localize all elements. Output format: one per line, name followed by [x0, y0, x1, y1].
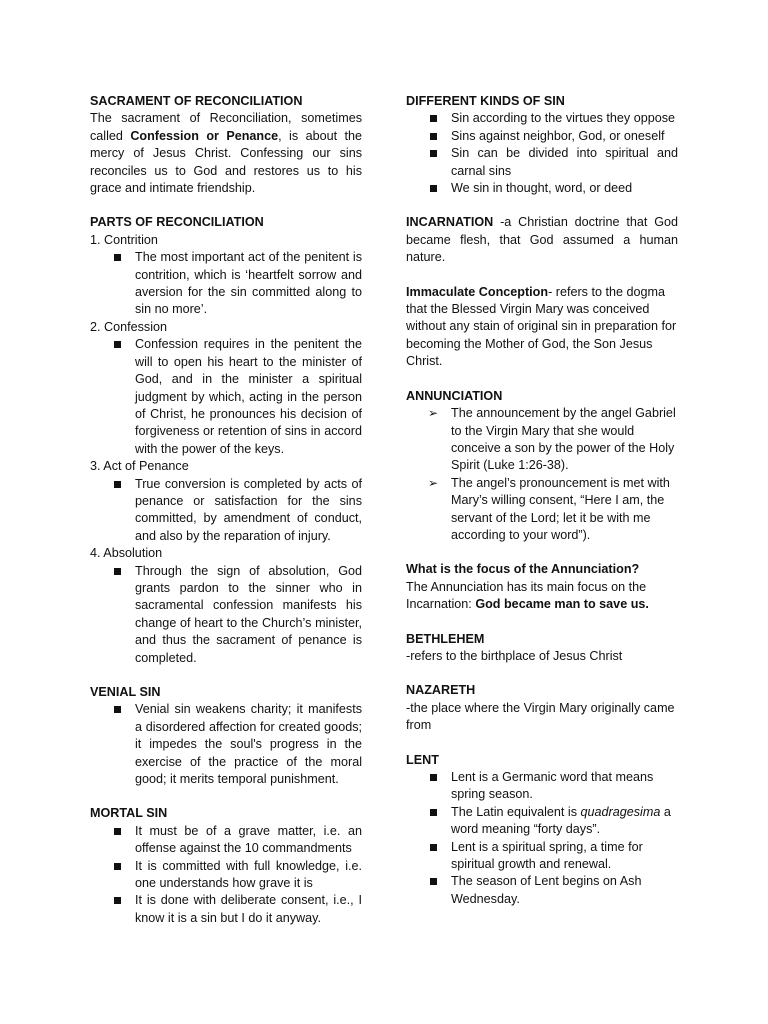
- arrow-bullet-icon: ➢: [428, 475, 439, 490]
- list-item-text: Lent is a Germanic word that means spring season.: [451, 770, 654, 802]
- bold-term: God became man to save us.: [475, 597, 649, 612]
- paragraph: [406, 579, 678, 614]
- list-item: [406, 804, 678, 839]
- square-bullet-icon: [430, 133, 437, 140]
- kinds-of-sin-section: [406, 93, 678, 197]
- list-item: [406, 769, 678, 804]
- list-item-text: Sin according to the virtues they oppose: [451, 111, 676, 126]
- term: INCARNATION: [406, 215, 494, 230]
- section-heading: LENT: [406, 752, 439, 767]
- part-label: 1. Contrition: [90, 232, 158, 247]
- section-heading: VENIAL SIN: [90, 685, 161, 699]
- part-label: 4. Absolution: [90, 546, 163, 561]
- question-heading: What is the focus of the Annunciation?: [406, 562, 640, 577]
- text-run: The Annunciation has its main focus on the Incarnation:: [406, 579, 647, 612]
- part-label: 2. Confession: [90, 319, 168, 334]
- annunciation-section: [406, 388, 678, 545]
- list-item-text: Lent is a spiritual spring, a time for spiritual growth and renewal.: [451, 839, 643, 872]
- italic-term: quadragesima: [580, 804, 661, 819]
- bullet-list: [90, 701, 362, 788]
- section-heading: ANNUNCIATION: [406, 388, 503, 403]
- list-item-text: It must be of a grave matter, i.e. an offense against the 10 commandments: [135, 823, 362, 856]
- text-run: The sacrament of Reconciliation, sometimes called: [90, 111, 362, 143]
- square-bullet-icon: [114, 254, 121, 261]
- bold-term: Confession or Penance: [130, 128, 279, 143]
- list-item: [90, 823, 362, 858]
- square-bullet-icon: [114, 341, 121, 348]
- list-item-text: Sins against neighbor, God, or oneself: [451, 128, 665, 143]
- paragraph: [90, 110, 362, 197]
- list-item-text: True conversion is completed by acts of penance or satisfaction for the sins committed, by amendment of conduct, and also by the reparation of injury.: [135, 476, 362, 543]
- square-bullet-icon: [430, 809, 437, 816]
- list-item-text: It is committed with full knowledge, i.e. one understands how grave it is: [135, 858, 362, 891]
- square-bullet-icon: [114, 568, 121, 575]
- definition: -refers to the birthplace of Jesus Christ: [406, 648, 623, 663]
- list-item: [90, 892, 362, 927]
- parts-section: [90, 214, 362, 667]
- text-run: a word meaning “forty days”.: [451, 804, 671, 837]
- bullet-list: [90, 823, 362, 927]
- part-label: 3. Act of Penance: [90, 459, 189, 474]
- definition: -a Christian doctrine that God became flesh, that God assumed a human nature.: [406, 215, 678, 265]
- list-item-text: Through the sign of absolution, God grants pardon to the sinner who in sacramental confession manifests his change of heart to the Church’s minister, and thus the sacrament of penance is completed.: [135, 563, 362, 665]
- section-heading: NAZARETH: [406, 683, 476, 698]
- square-bullet-icon: [430, 185, 437, 192]
- square-bullet-icon: [430, 115, 437, 122]
- focus-section: [406, 561, 678, 613]
- section-heading: PARTS OF RECONCILIATION: [90, 215, 264, 230]
- list-item: [406, 475, 678, 545]
- list-item-text: The announcement by the angel Gabriel to the Virgin Mary that she would conceive a son by the power of the Holy Spirit (Luke 1:26-38).: [451, 406, 676, 473]
- list-item: [406, 405, 678, 475]
- list-item-text: Venial sin weakens charity; it manifests a disordered affection for created goods; it impedes the soul's progress in the exercise of the practice of the moral good; it merits temporal punishment.: [135, 702, 362, 787]
- list-item: [406, 128, 678, 145]
- list-item: [90, 858, 362, 893]
- list-item: [90, 476, 362, 546]
- list-item: [90, 563, 362, 667]
- mortal-sin-section: [90, 805, 362, 927]
- arrow-list: [406, 405, 678, 544]
- list-item: [90, 249, 362, 319]
- list-item-text: The angel’s pronouncement is met with Mary’s willing consent, “Here I am, the servant of the Lord; let it be with me according to your word”).: [451, 475, 670, 542]
- section-heading: DIFFERENT KINDS OF SIN: [406, 94, 565, 108]
- square-bullet-icon: [114, 706, 121, 713]
- text-run: The Latin equivalent is: [451, 804, 581, 819]
- bullet-list: [90, 476, 362, 546]
- nazareth-section: [406, 682, 678, 734]
- square-bullet-icon: [430, 844, 437, 851]
- section-heading: MORTAL SIN: [90, 806, 168, 821]
- list-item-text: Confession requires in the penitent the will to open his heart to the minister of God, and in the minister a spiritual judgment by which, acting in the person of Christ, he pronounces his decision of forgiveness or retention of sins in accord with the power of the keys.: [135, 337, 362, 456]
- right-column: [406, 93, 678, 925]
- section-heading: BETHLEHEM: [406, 631, 485, 646]
- list-item: [406, 145, 678, 180]
- bethlehem-section: [406, 631, 678, 666]
- definition: -the place where the Virgin Mary originally came from: [406, 700, 675, 733]
- list-item-text: The most important act of the penitent is contrition, which is ‘heartfelt sorrow and aversion for the sin committed along to sin no more’.: [135, 250, 362, 317]
- square-bullet-icon: [114, 828, 121, 835]
- bullet-list: [406, 110, 678, 197]
- term: Immaculate Conception: [406, 284, 549, 299]
- square-bullet-icon: [114, 481, 121, 488]
- list-item: [406, 839, 678, 874]
- bullet-list: [90, 249, 362, 319]
- arrow-bullet-icon: ➢: [428, 406, 439, 421]
- square-bullet-icon: [430, 150, 437, 157]
- bullet-list: [406, 769, 678, 908]
- immaculate-conception-section: [406, 284, 678, 371]
- square-bullet-icon: [114, 897, 121, 904]
- list-item: [406, 110, 678, 127]
- list-item-text: Sin can be divided into spiritual and carnal sins: [451, 146, 678, 178]
- reconciliation-section: [90, 93, 362, 197]
- section-heading: SACRAMENT OF RECONCILIATION: [90, 94, 303, 108]
- list-item-text: It is done with deliberate consent, i.e., I know it is a sin but I do it anyway.: [135, 893, 362, 925]
- left-column: [90, 93, 362, 944]
- venial-sin-section: [90, 684, 362, 788]
- square-bullet-icon: [430, 774, 437, 781]
- list-item: [90, 336, 362, 458]
- bullet-list: [90, 336, 362, 458]
- square-bullet-icon: [430, 878, 437, 885]
- lent-section: [406, 752, 678, 909]
- square-bullet-icon: [114, 863, 121, 870]
- list-item: [406, 180, 678, 197]
- list-item: [406, 873, 678, 908]
- list-item-text: The season of Lent begins on Ash Wednesday.: [451, 874, 642, 906]
- incarnation-section: [406, 214, 678, 266]
- definition: - refers to the dogma that the Blessed Virgin Mary was conceived without any stain of original sin in preparation for becoming the Mother of God, the Son Jesus Christ.: [406, 284, 677, 369]
- list-item: [90, 701, 362, 788]
- text-run: , is about the mercy of Jesus Christ. Confessing our sins reconciles us to God and restores us to his grace and intimate friendship.: [90, 128, 363, 196]
- bullet-list: [90, 563, 362, 667]
- list-item-text: We sin in thought, word, or deed: [451, 181, 633, 196]
